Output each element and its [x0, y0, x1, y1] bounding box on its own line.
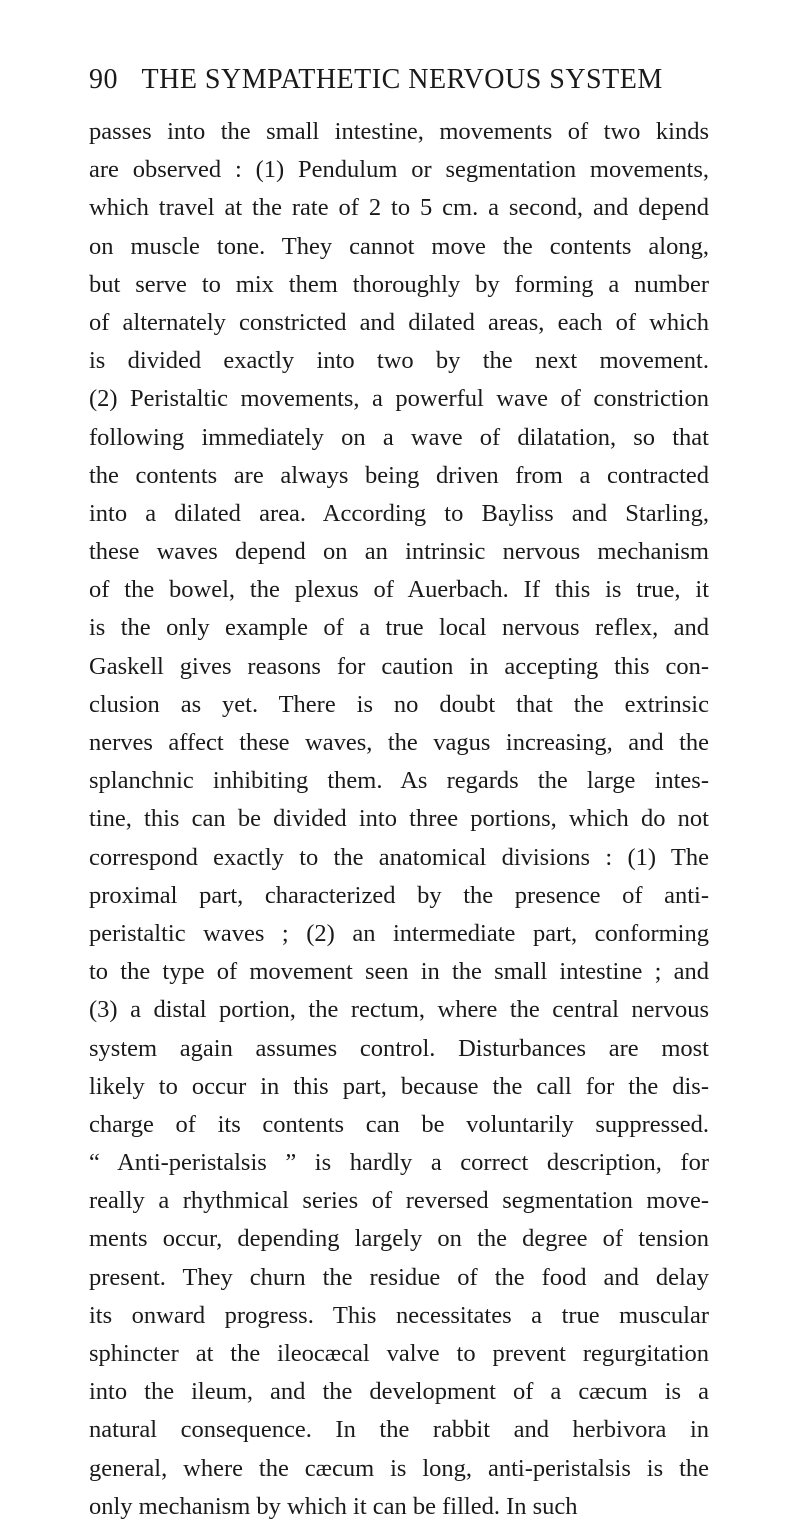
text-line: system again assumes control. Disturbances are most [89, 1034, 709, 1062]
text-line: following immediately on a wave of dilatation, so that [89, 423, 709, 451]
text-line: the contents are always being driven from a contracted [89, 461, 709, 489]
text-line: these waves depend on an intrinsic nervous mechanism [89, 538, 709, 566]
running-title: THE SYMPATHETIC NERVOUS SYSTEM [141, 64, 663, 95]
text-line: is divided exactly into two by the next movement. [89, 347, 709, 375]
running-header [89, 64, 689, 104]
text-line: Gaskell gives reasons for caution in accepting this con- [89, 652, 709, 680]
text-line: present. They churn the residue of the food and delay [89, 1263, 709, 1291]
text-line: (3) a distal portion, the rectum, where the central nervous [89, 996, 709, 1024]
text-line: general, where the cæcum is long, anti-peristalsis is the [89, 1454, 709, 1482]
text-line: charge of its contents can be voluntarily suppressed. [89, 1110, 709, 1138]
text-line: correspond exactly to the anatomical divisions : (1) The [89, 843, 709, 871]
text-line: nerves affect these waves, the vagus increasing, and the [89, 729, 709, 756]
text-line: of alternately constricted and dilated areas, each of which [89, 308, 709, 336]
text-line: only mechanism by which it can be filled. In such [89, 1492, 578, 1520]
text-line: into a dilated area. According to Bayliss and Starling, [89, 499, 709, 527]
text-line: natural consequence. In the rabbit and herbivora in [89, 1416, 709, 1444]
text-line: (2) Peristaltic movements, a powerful wave of constriction [89, 385, 709, 413]
text-line: likely to occur in this part, because the call for the dis- [89, 1072, 709, 1100]
text-line: to the type of movement seen in the small intestine ; and [89, 958, 709, 986]
page-number: 90 [89, 64, 118, 95]
text-line: but serve to mix them thoroughly by forming a number [89, 270, 709, 298]
text-line: on muscle tone. They cannot move the contents along, [89, 232, 709, 260]
body-paragraph [89, 113, 709, 1526]
text-line: which travel at the rate of 2 to 5 cm. a second, and depend [89, 194, 709, 222]
text-line: “ Anti-peristalsis ” is hardly a correct description, for [89, 1149, 709, 1177]
text-line: tine, this can be divided into three portions, which do not [89, 805, 709, 833]
text-line: into the ileum, and the development of a cæcum is a [89, 1378, 709, 1406]
text-line: sphincter at the ileocæcal valve to prevent regurgitation [89, 1340, 709, 1367]
text-line: its onward progress. This necessitates a true muscular [89, 1301, 709, 1329]
text-line: clusion as yet. There is no doubt that the extrinsic [89, 690, 709, 718]
text-line: proximal part, characterized by the presence of anti- [89, 881, 709, 909]
text-line: are observed : (1) Pendulum or segmentation movements, [89, 156, 709, 184]
text-line: passes into the small intestine, movements of two kinds [89, 118, 709, 145]
text-line: of the bowel, the plexus of Auerbach. If this is true, it [89, 576, 709, 604]
text-line: is the only example of a true local nervous reflex, and [89, 614, 709, 642]
text-line: ments occur, depending largely on the degree of tension [89, 1225, 709, 1253]
text-line: peristaltic waves ; (2) an intermediate part, conforming [89, 919, 709, 947]
text-line: splanchnic inhibiting them. As regards the large intes- [89, 767, 709, 795]
text-line: really a rhythmical series of reversed segmentation move- [89, 1187, 709, 1215]
